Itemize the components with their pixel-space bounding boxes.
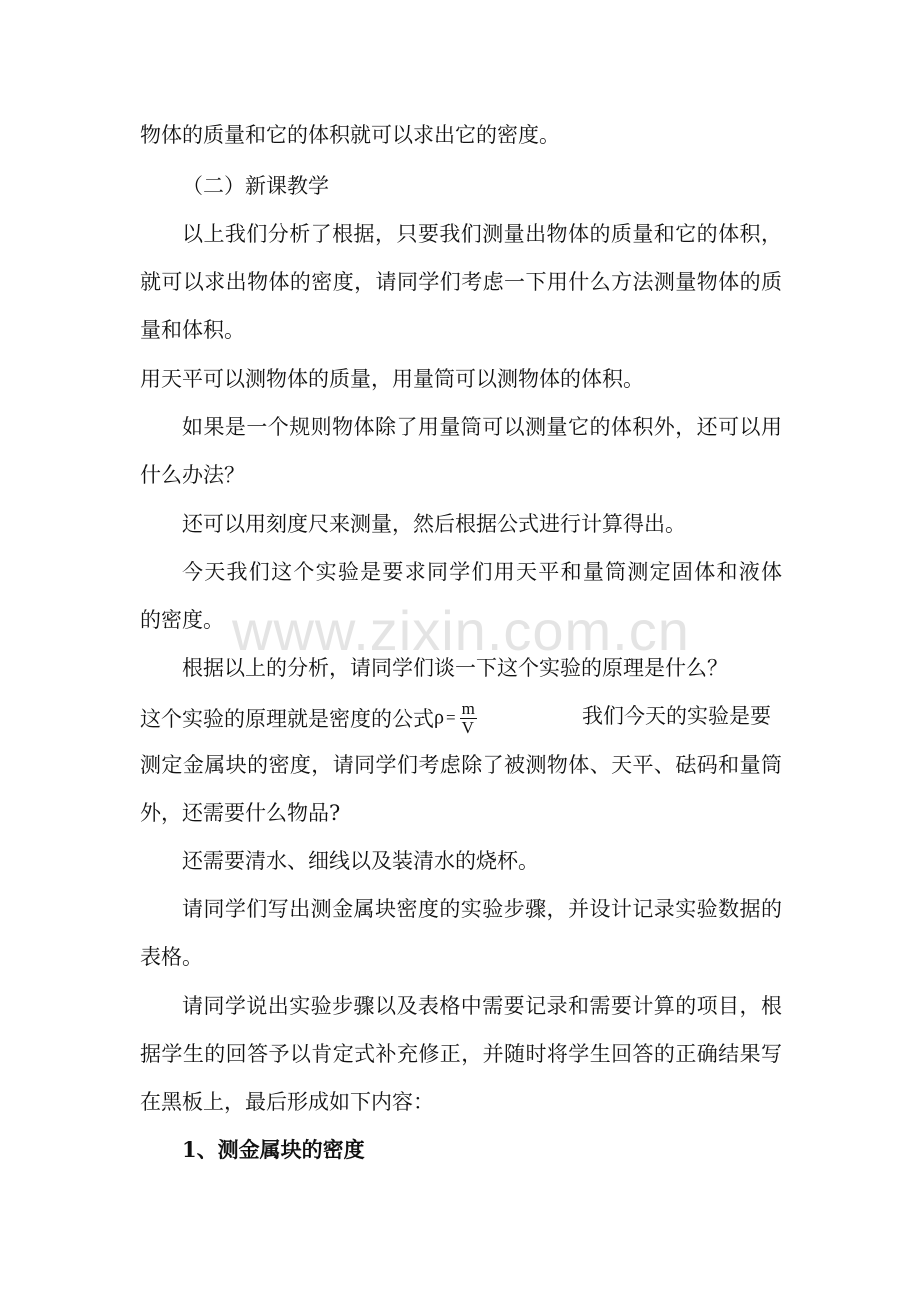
paragraph-line: 什么办法？ xyxy=(140,463,245,487)
paragraph-line: 如果是一个规则物体除了用量筒可以测量它的体积外，还可以用 xyxy=(182,415,782,439)
paragraph-line: 还需要清水、细线以及装清水的烧杯。 xyxy=(182,849,539,873)
subsection-heading: 1、测金属块的密度 xyxy=(182,1137,365,1162)
paragraph-line: 物体的质量和它的体积就可以求出它的密度。 xyxy=(140,123,560,147)
formula-line xyxy=(140,699,782,739)
section-heading: （二）新课教学 xyxy=(182,174,329,198)
fraction-denominator: V xyxy=(461,718,474,737)
paragraph-line: 就可以求出物体的密度，请同学们考虑一下用什么方法测量物体的质 xyxy=(140,270,782,294)
paragraph-line: 外，还需要什么物品? xyxy=(140,801,341,825)
paragraph-line: 今天我们这个实验是要求同学们用天平和量筒测定固体和液体 xyxy=(182,560,782,584)
paragraph-line: 在黑板上，最后形成如下内容： xyxy=(140,1090,434,1114)
paragraph-line: 的密度。 xyxy=(140,608,224,632)
paragraph-line: 据学生的回答予以肯定式补充修正，并随时将学生回答的正确结果写 xyxy=(140,1042,782,1066)
formula-suffix: 我们今天的实验是要 xyxy=(582,704,771,728)
watermark: www.zixin.com.cn xyxy=(232,599,690,662)
fraction-numerator: m xyxy=(461,699,475,718)
paragraph-line: 测定金属块的密度，请同学们考虑除了被测物体、天平、砝码和量筒 xyxy=(140,753,782,777)
paragraph-line: 量和体积。 xyxy=(140,318,245,342)
equals-sign: = xyxy=(445,708,456,728)
paragraph-line: 表格。 xyxy=(140,945,203,969)
paragraph-line: 请同学说出实验步骤以及表格中需要记录和需要计算的项目，根 xyxy=(182,994,782,1018)
paragraph-line: 请同学们写出测金属块密度的实验步骤，并设计记录实验数据的 xyxy=(182,897,782,921)
paragraph-line: 用天平可以测物体的质量，用量筒可以测物体的体积。 xyxy=(140,367,644,391)
density-formula xyxy=(434,700,477,737)
paragraph-line: 根据以上的分析，请同学们谈一下这个实验的原理是什么？ xyxy=(182,656,728,680)
formula-prefix: 这个实验的原理就是密度的公式 xyxy=(140,707,434,731)
paragraph-line: 还可以用刻度尺来测量，然后根据公式进行计算得出。 xyxy=(182,512,686,536)
paragraph-line: 以上我们分析了根据，只要我们测量出物体的质量和它的体积， xyxy=(182,222,782,246)
rho-symbol: ρ xyxy=(434,706,444,729)
fraction xyxy=(460,700,477,737)
